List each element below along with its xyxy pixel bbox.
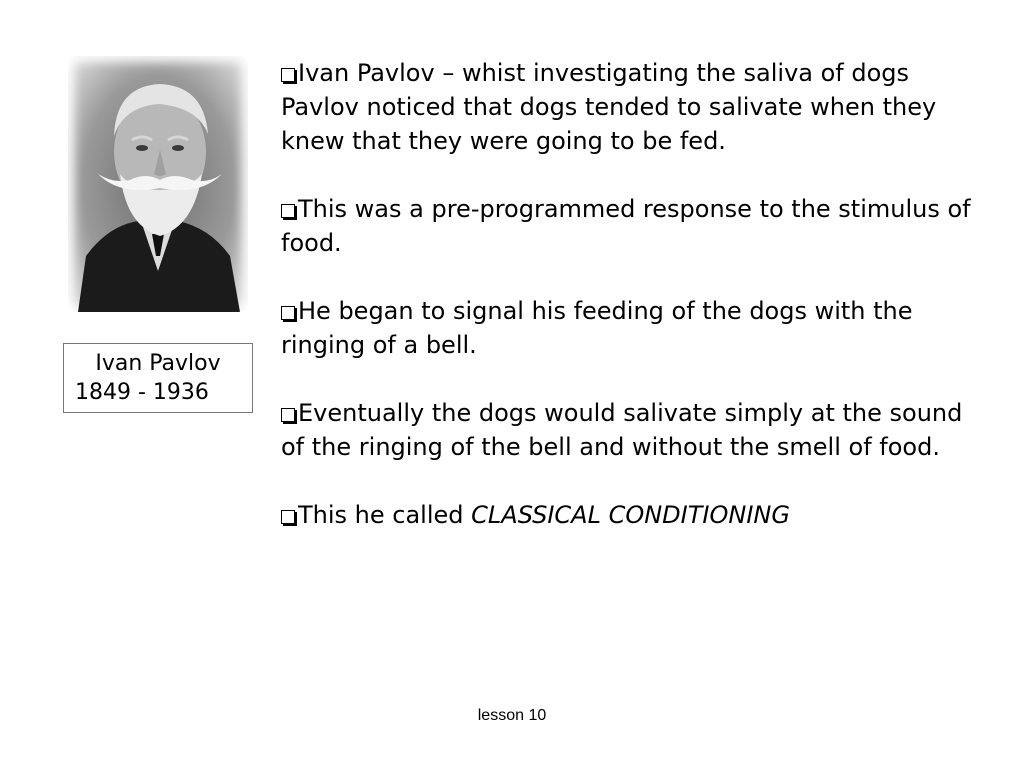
bullet-emphasis: CLASSICAL CONDITIONING	[471, 501, 790, 529]
bullet-item	[281, 192, 981, 260]
checkbox-bullet-icon	[281, 306, 295, 320]
caption-dates: 1849 - 1936	[75, 380, 209, 405]
pavlov-portrait	[68, 56, 248, 312]
bullet-text: This was a pre-programmed response to the stimulus of food.	[281, 195, 971, 257]
bullet-item	[281, 294, 981, 362]
checkbox-bullet-icon	[281, 204, 295, 218]
bullet-text: Ivan Pavlov – whist investigating the saliva of dogs Pavlov noticed that dogs tended to salivate when they knew that they were going to be fed.	[281, 59, 937, 155]
portrait-image	[68, 56, 248, 312]
checkbox-bullet-icon	[281, 510, 295, 524]
bullet-text: Eventually the dogs would salivate simply at the sound of the ringing of the bell and without the smell of food.	[281, 399, 963, 461]
checkbox-bullet-icon	[281, 68, 295, 82]
caption-name: Ivan Pavlov	[95, 351, 221, 376]
bullet-text: This he called	[298, 501, 472, 529]
portrait-caption	[63, 343, 253, 413]
bullet-item	[281, 56, 981, 158]
bullet-list	[281, 56, 981, 566]
bullet-item	[281, 396, 981, 464]
bullet-item	[281, 498, 981, 532]
checkbox-bullet-icon	[281, 408, 295, 422]
slide-footer: lesson 10	[477, 707, 547, 724]
bullet-text: He began to signal his feeding of the dogs with the ringing of a bell.	[281, 297, 913, 359]
